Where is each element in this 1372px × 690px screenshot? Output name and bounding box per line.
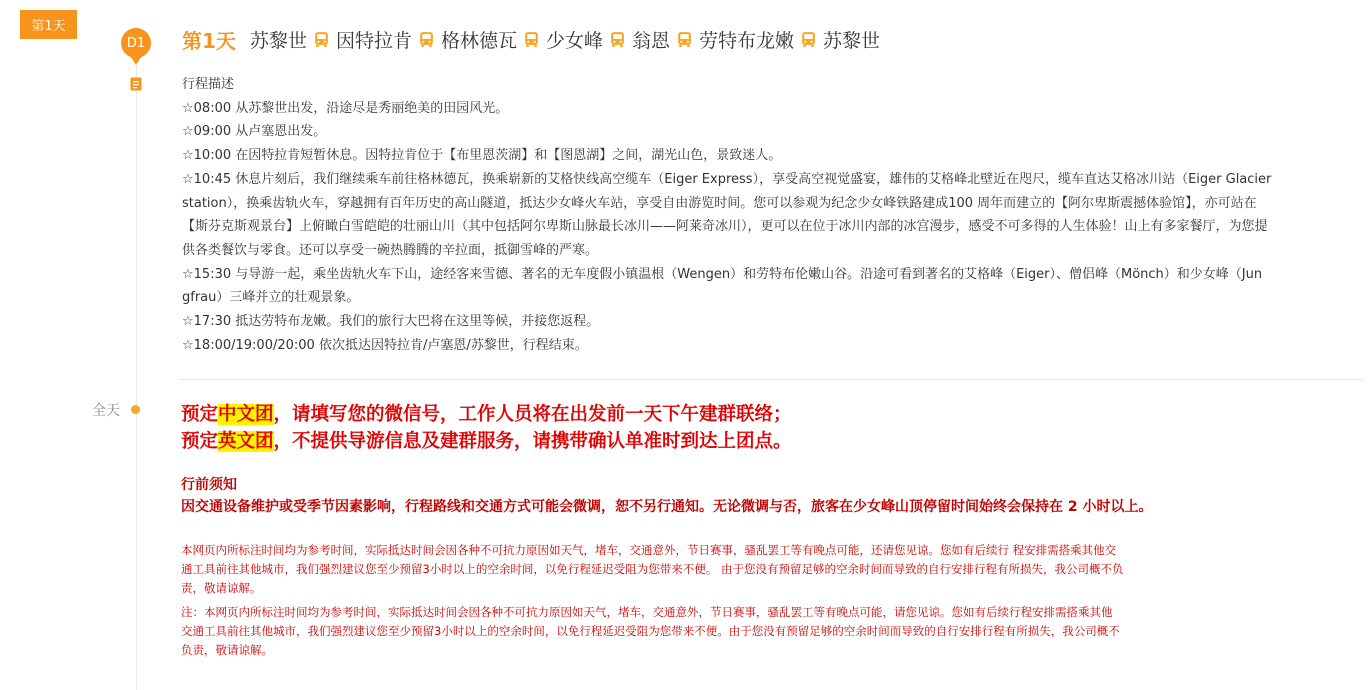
bus-icon [676, 31, 693, 48]
day-marker-label: D1 [126, 35, 146, 51]
notice-text: ，请填写您的微信号，工作人员将在出发前一天下午建群联络； [273, 404, 792, 425]
itinerary-line: ☆10:45 休息片刻后，我们继续乘车前往格林德瓦，换乘崭新的艾格快线高空缆车（Eiger Express），享受高空视觉盛宴，雄伟的艾格峰北壁近在咫尺，缆车直达艾格冰川站（Eiger Glacier [182, 171, 1272, 187]
notice-highlight: 英文团 [218, 431, 274, 452]
fine-print-line: 负责，敬请谅解。 [181, 643, 273, 657]
section-divider [180, 379, 1364, 380]
itinerary-line: ☆17:30 抵达劳特布龙嫩。我们的旅行大巴将在这里等候，并接您返程。 [182, 314, 600, 330]
notice-text: ，不提供导游信息及建群服务，请携带确认单准时到达上团点。 [273, 431, 792, 452]
fine-print-line: 本网页内所标注时间均为参考时间，实际抵达时间会因各种不可抗力原因如天气，堵车，交通意外，节日赛事，骚乱罢工等有晚点可能，还请您见谅。您如有后续行 程安排需搭乘其他交 [181, 543, 1117, 557]
pre-trip-notice [181, 474, 1361, 518]
route-stop: 苏黎世 [249, 29, 307, 52]
document-icon [130, 77, 142, 91]
route-stop: 苏黎世 [823, 29, 881, 52]
itinerary-line: station），换乘齿轨火车，穿越拥有百年历史的高山隧道，抵达少女峰火车站，享受自由游览时间。您可以参观为纪念少女峰铁路建成100 周年而建立的【阿尔卑斯震撼体验馆】，亦可站在 [182, 195, 1257, 211]
itinerary-line: gfrau）三峰并立的壮观景象。 [182, 290, 360, 306]
bus-icon [609, 31, 626, 48]
day-title: 第1天 [182, 28, 236, 53]
itinerary-line: ☆09:00 从卢塞恩出发。 [182, 124, 327, 140]
fine-print-line: 通工具前往其他城市，我们强烈建议您至少预留3小时以上的空余时间，以免行程延迟受阻为您带来不便。 由于您没有预留足够的空余时间而导致的自行安排行程有所损失，我公司概不负 [181, 562, 1124, 576]
fine-print-line: 交通工具前往其他城市，我们强烈建议您至少预留3小时以上的空余时间，以免行程延迟受阻为您带来不便。由于您没有预留足够的空余时间而导致的自行安排行程有所损失，我公司概不 [181, 624, 1120, 638]
bus-icon [313, 31, 330, 48]
day-marker-pin [121, 28, 151, 58]
itinerary-description [182, 73, 1364, 357]
pre-trip-title: 行前须知 [181, 477, 237, 493]
fine-print-line: 责，敬请谅解。 [181, 581, 262, 595]
description-heading: 行程描述 [182, 77, 235, 92]
route-stop: 劳特布龙嫩 [699, 29, 795, 52]
route-header [182, 24, 880, 54]
itinerary-line: ☆10:00 在因特拉肯短暂休息。因特拉肯位于【布里恩茨湖】和【图恩湖】之间，湖光山色，景致迷人。 [182, 148, 782, 164]
fine-print-paragraph [181, 541, 1331, 598]
route-stop: 因特拉肯 [335, 29, 412, 52]
bus-icon [418, 31, 435, 48]
pre-trip-text: 因交通设备维护或受季节因素影响，行程路线和交通方式可能会微调，恕不另行通知。无论微调与否，旅客在少女峰山顶停留时间始终会保持在 2 小时以上。 [181, 499, 1153, 515]
fine-print-line: 注：本网页内所标注时间均为参考时间，实际抵达时间会因各种不可抗力原因如天气，堵车，交通意外，节日赛事，骚乱罢工等有晚点可能，请您见谅。您如有后续行程安排需搭乘其他 [181, 605, 1113, 619]
route-stop: 少女峰 [545, 29, 603, 52]
itinerary-line: ☆08:00 从苏黎世出发，沿途尽是秀丽绝美的田园风光。 [182, 100, 509, 116]
itinerary-line: ☆15:30 与导游一起，乘坐齿轨火车下山，途经客来雪德、著名的无车度假小镇温根（Wengen）和劳特布伦嫩山谷。沿途可看到著名的艾格峰（Eiger）、僧侣峰（Mönch）和少女峰（Jun [182, 266, 1263, 282]
itinerary-line: 供各类餐饮与零食。还可以享受一碗热腾腾的辛拉面，抵御雪峰的严寒。 [182, 242, 599, 258]
day-tab[interactable]: 第1天 [20, 10, 77, 39]
allday-dot [131, 405, 140, 414]
notice-text: 预定 [181, 404, 219, 425]
allday-label: 全天 [92, 403, 120, 419]
notice-chinese-group [181, 401, 1361, 428]
itinerary-line: 【斯芬克斯观景台】上俯瞰白雪皑皑的壮丽山川（其中包括阿尔卑斯山脉最长冰川——阿莱奇冰川），更可以在位于冰川内部的冰宫漫步，感受不可多得的人生体验！山上有多家餐厅，为您提 [182, 219, 1268, 235]
fine-print-paragraph [181, 603, 1331, 660]
timeline-line [136, 30, 137, 690]
bus-icon [800, 31, 817, 48]
booking-notice [181, 401, 1361, 455]
notice-text: 预定 [181, 431, 219, 452]
route-stop: 格林德瓦 [440, 29, 517, 52]
bus-icon [523, 31, 540, 48]
route-stop: 翁恩 [631, 29, 670, 52]
itinerary-line: ☆18:00/19:00/20:00 依次抵达因特拉肯/卢塞恩/苏黎世，行程结束。 [182, 337, 588, 353]
notice-highlight: 中文团 [218, 404, 274, 425]
notice-english-group [181, 428, 1361, 455]
